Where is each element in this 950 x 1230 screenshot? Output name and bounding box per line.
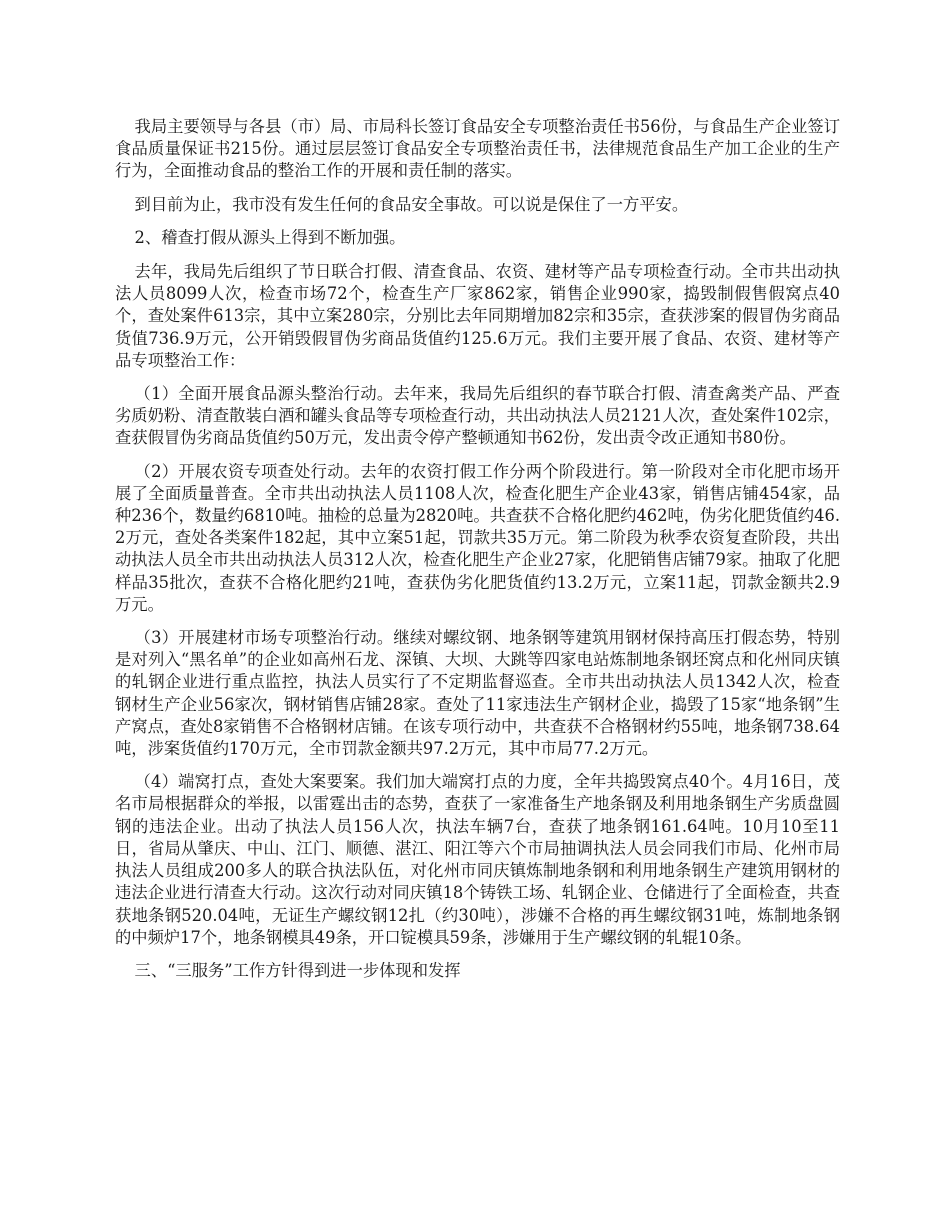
document-page <box>115 116 840 994</box>
paragraph-inspection-summary: 去年，我局先后组织了节日联合打假、清查食品、农资、建材等产品专项检查行动。全市共出动执法人员8099人次，检查市场72个，检查生产厂家862家，销售企业990家，捣毁制假售假窝点40个，查处案件613宗，其中立案280宗，分别比去年同期增加82宗和35宗，查获涉案的假冒伪劣商品货值736.9万元，公开销毁假冒伪劣商品货值约125.6万元。我们主要开展了食品、农资、建材等产品专项整治工作： <box>115 262 840 370</box>
paragraph-item-major-cases: （4）端窝打点，查处大案要案。我们加大端窝打点的力度，全年共捣毁窝点40个。4月16日，茂名市局根据群众的举报，以雷霆出击的态势，查获了一家准备生产地条钢及利用地条钢生产劣质盘圆钢的违法企业。出动了执法人员156人次，执法车辆7台，查获了地条钢161.64吨。10月10至11日，省局从肇庆、中山、江门、顺德、湛江、阳江等六个市局抽调执法人员会同我们市局、化州市局执法人员组成200多人的联合执法队伍，对化州市同庆镇炼制地条钢和利用地条钢生产建筑用钢材的违法企业进行清查大行动。这次行动对同庆镇18个铸铁工场、轧钢企业、仓储进行了全面检查，共查获地条钢520.04吨，无证生产螺纹钢12扎（约30吨），涉嫌不合格的再生螺纹钢31吨，炼制地条钢的中频炉17个，地条钢模具49条，开口锭模具59条，涉嫌用于生产螺纹钢的轧辊10条。 <box>115 772 840 947</box>
paragraph-responsibility-letters: 我局主要领导与各县（市）局、市局科长签订食品安全专项整治责任书56份，与食品生产企业签订食品质量保证书215份。通过层层签订食品安全专项整治责任书，法律规范食品生产加工企业的生产行为，全面推动食品的整治工作的开展和责任制的落实。 <box>115 117 840 181</box>
section-heading-anti-counterfeit: 2、稽查打假从源头上得到不断加强。 <box>134 227 406 247</box>
paragraph-item-agricultural-materials: （2）开展农资专项查处行动。去年的农资打假工作分两个阶段进行。第一阶段对全市化肥市场开展了全面质量普查。全市共出动执法人员1108人次，检查化肥生产企业43家，销售店铺454家，品种236个，数量约6810吨。抽检的总量为2820吨。共查获不合格化肥约462吨，伪劣化肥货值约46.2万元，查处各类案件182起，其中立案51起，罚款共35万元。第二阶段为秋季农资复查阶段，共出动执法人员全市共出动执法人员312人次，检查化肥生产企业27家，化肥销售店铺79家。抽取了化肥样品35批次，查获不合格化肥约21吨，查获伪劣化肥货值约13.2万元，立案11起，罚款金额共2.9万元。 <box>115 461 840 614</box>
paragraph-no-incidents: 到目前为止，我市没有发生任何的食品安全事故。可以说是保住了一方平安。 <box>134 194 689 214</box>
section-heading-three-services: 三、“三服务”工作方针得到进一步体现和发挥 <box>134 960 461 980</box>
paragraph-item-building-materials: （3）开展建材市场专项整治行动。继续对螺纹钢、地条钢等建筑用钢材保持高压打假态势，特别是对列入“黑名单”的企业如高州石龙、深镇、大坝、大跳等四家电站炼制地条钢坯窝点和化州同庆镇的轧钢企业进行重点监控，执法人员实行了不定期监督巡查。全市共出动执法人员1342人次，检查钢材生产企业56家次，钢材销售店铺28家。查处了11家违法生产钢材企业，捣毁了15家“地条钢”生产窝点，查处8家销售不合格钢材店铺。在该专项行动中，共查获不合格钢材约55吨，地条钢738.64吨，涉案货值约170万元，全市罚款金额共97.2万元，其中市局77.2万元。 <box>115 628 840 759</box>
paragraph-item-food-source: （1）全面开展食品源头整治行动。去年来，我局先后组织的春节联合打假、清查禽类产品、严查劣质奶粉、清查散装白酒和罐头食品等专项检查行动，共出动执法人员2121人次，查处案件102宗，查获假冒伪劣商品货值约50万元，发出责令停产整顿通知书62份，发出责令改正通知书80份。 <box>115 384 840 448</box>
